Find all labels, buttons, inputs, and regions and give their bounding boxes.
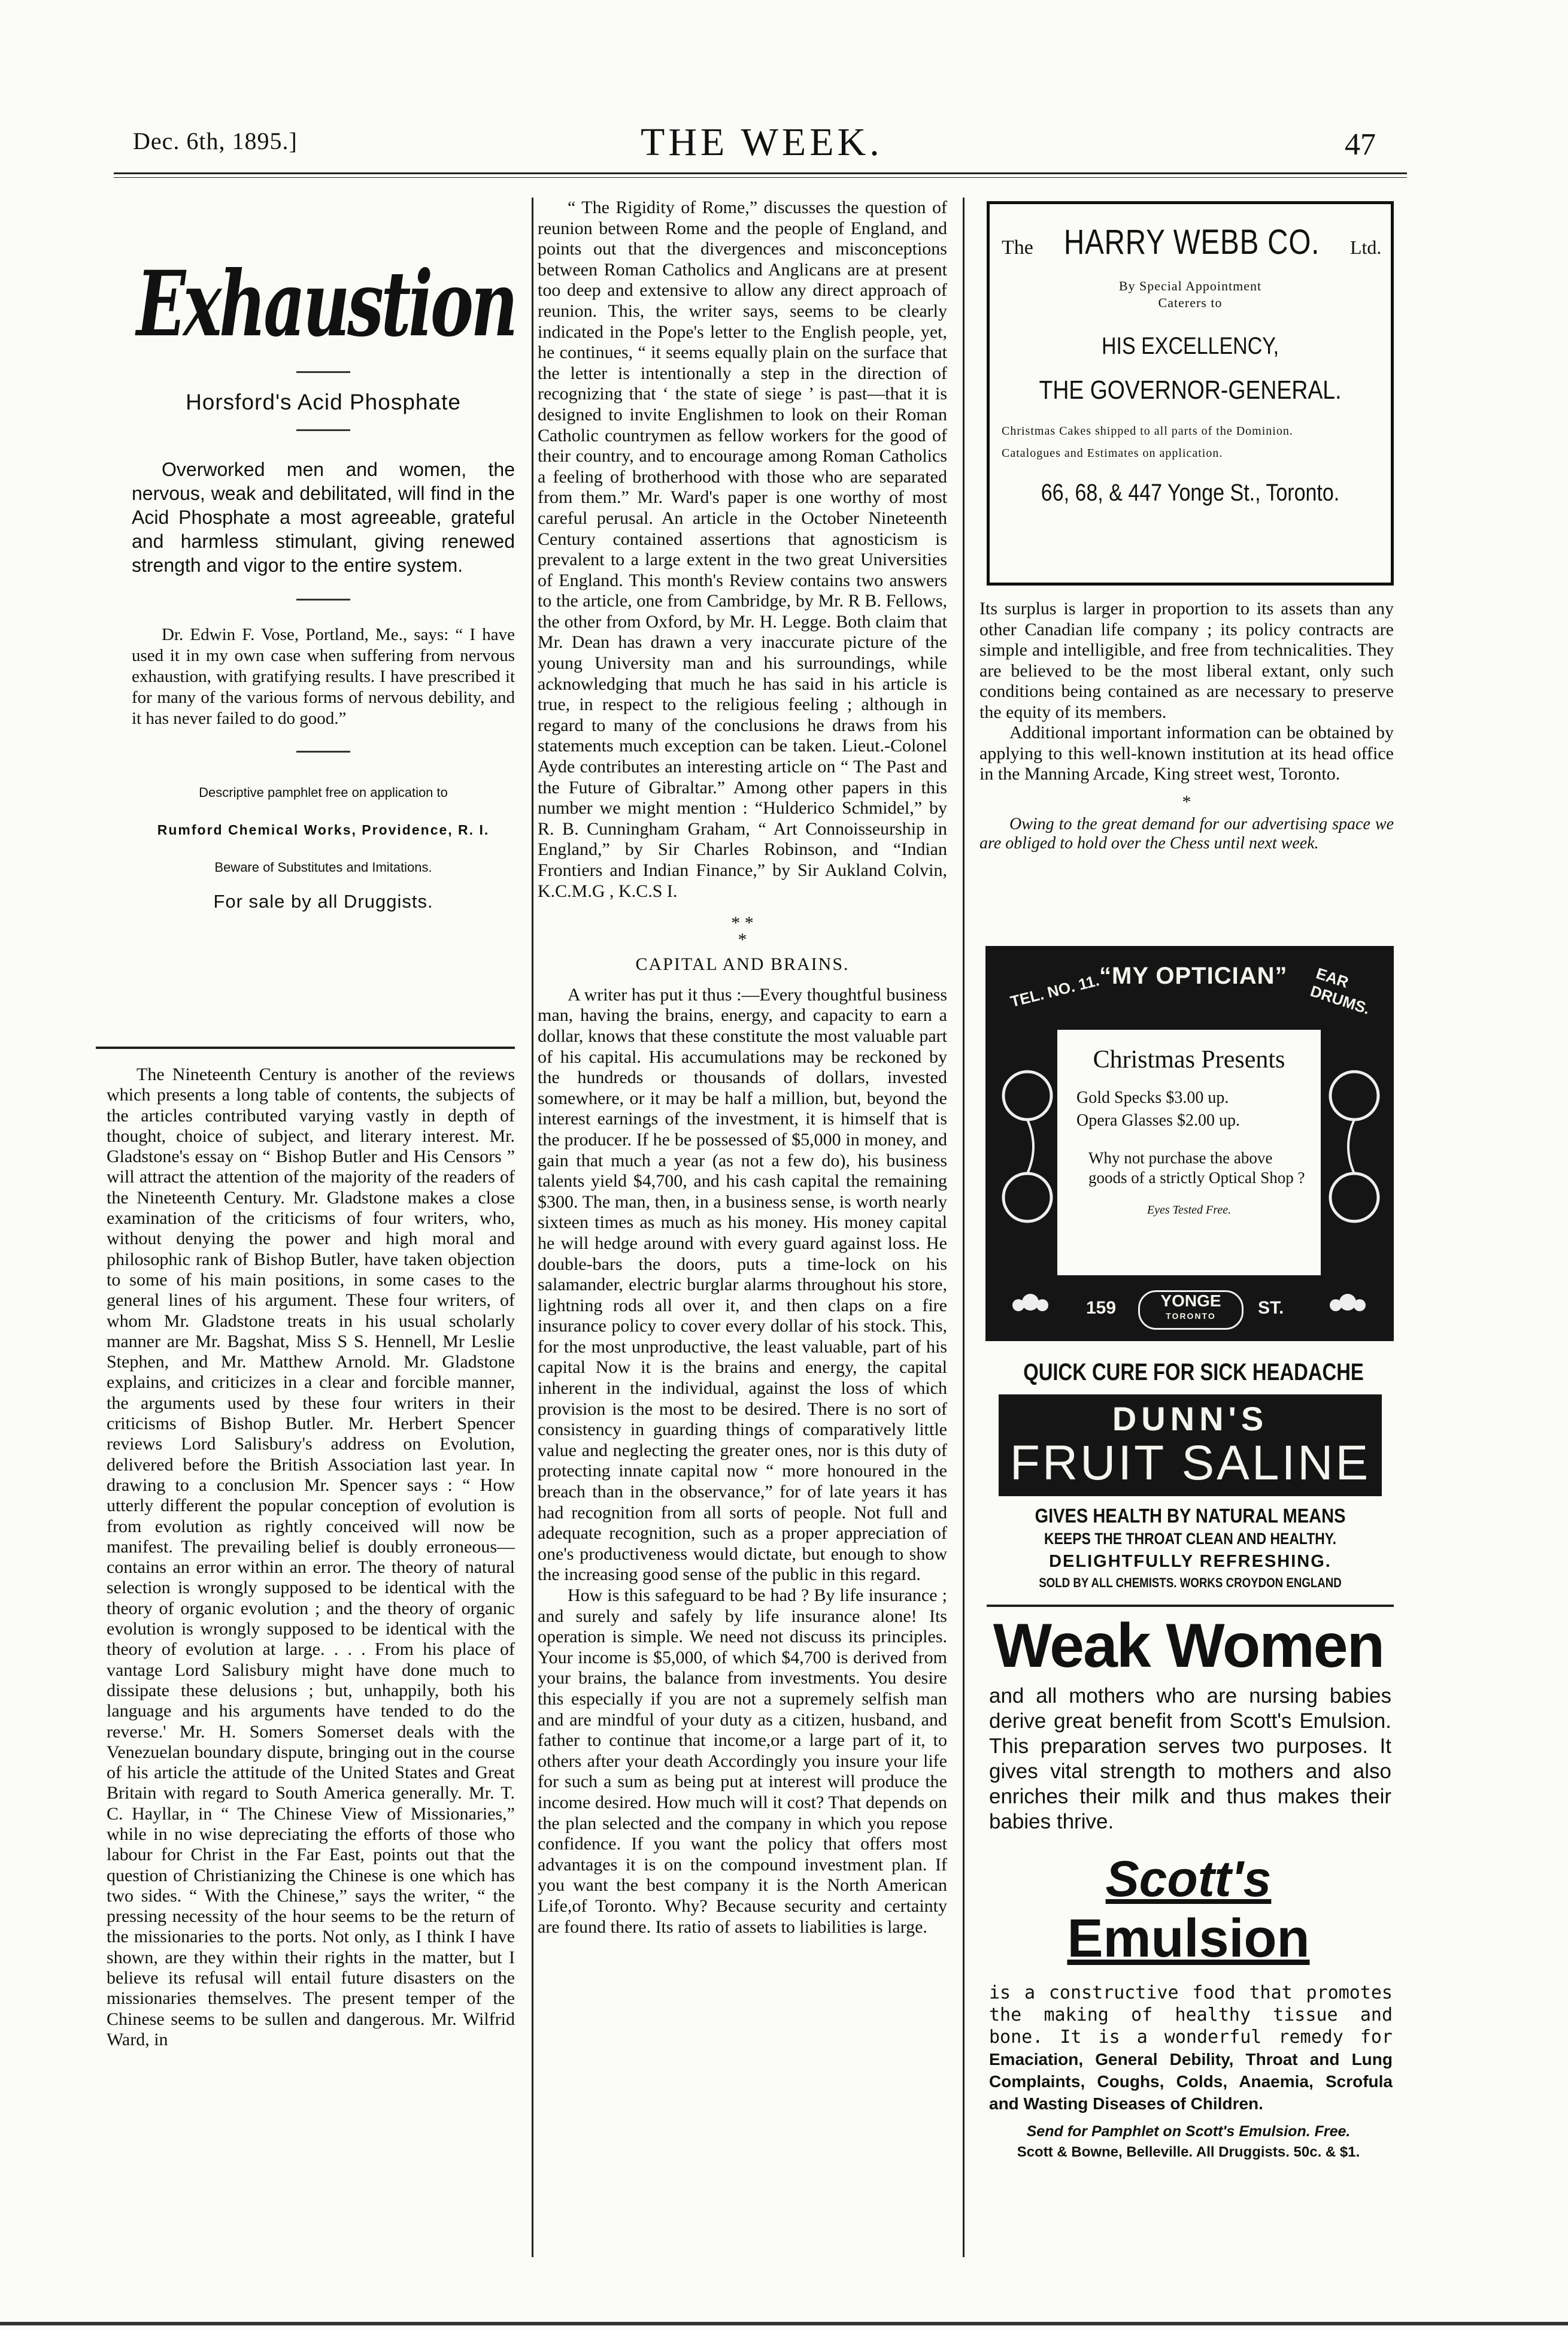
gold-specks: Gold Specks $3.00 up. xyxy=(1076,1088,1229,1107)
header-rule xyxy=(114,172,1407,174)
flower-icon xyxy=(1003,1281,1057,1329)
article-paragraph: Its surplus is larger in proportion to its assets than any other Canadian life company ; its policy contracts are simple and intelligible, and free from technicalities. They are believed to be the most liberal extant, only such conditions being contained as are necessary to preserve the equity of its members. xyxy=(979,599,1394,722)
desc-bold: Emaciation, General Debility, Throat and Lung Complaints, Coughs, Colds, Anaemia, Scrofula and Wasting Diseases of Children. xyxy=(989,2050,1393,2113)
scotts-body: and all mothers who are nursing babies derive great benefit from Scott's Emulsion. This preparation serves two purposes. It gives vital strength to mothers and also enriches their milk and thus makes their babies thrive. xyxy=(989,1684,1391,1833)
eyes-tested: Eyes Tested Free. xyxy=(1147,1203,1232,1217)
scotts-footer: Scott & Bowne, Belleville. All Druggists. 50c. & $1. xyxy=(1017,2144,1360,2160)
tel-label: TEL. NO. 11. xyxy=(1008,971,1101,1011)
governor-general: THE GOVERNOR-GENERAL. xyxy=(1039,375,1342,405)
health-line: GIVES HEALTH BY NATURAL MEANS xyxy=(1035,1505,1346,1527)
company-name: Rumford Chemical Works, Providence, R. I. xyxy=(157,822,490,838)
desc-text: is a constructive food that promotes the making of healthy tissue and bone. It is a wonderful remedy for xyxy=(989,1982,1393,2048)
scotts-description xyxy=(989,1982,1393,2115)
product-name: Horsford's Acid Phosphate xyxy=(186,390,461,414)
yonge-label: YONGE xyxy=(1160,1291,1221,1310)
fruit-saline: FRUIT SALINE xyxy=(1009,1436,1371,1490)
article-left-column xyxy=(107,1065,515,2050)
divider xyxy=(296,371,350,373)
pamphlet-note: Send for Pamphlet on Scott's Emulsion. Free. xyxy=(1026,2123,1351,2140)
street-number: 159 xyxy=(1086,1298,1117,1318)
column-divider-left xyxy=(532,198,533,2257)
name-prefix: The xyxy=(1002,236,1033,259)
column-divider-right xyxy=(963,198,965,2257)
article-middle-column xyxy=(538,198,947,1937)
article-paragraph: “ The Rigidity of Rome,” discusses the question of reunion between Rome and the people of England, and points out that the divergences and misconceptions between Roman Catholics and Anglicans are at present too deep and extensive to allow any direct approach of reunion. This, the writer says, seems to be clearly indicated in the Pope's letter to the English people, yet, he continues, “ it seems equally plain on the surface that the letter is intentionally a step in the direction of recognizing that ‘ the state of siege ’ is past—that it is designed to invite Englishmen to look on their Roman Catholic countrymen as fellow workers for the good of their country, and to encourage among Roman Catholics a feeling of brotherhood with those who are separated from them.” Mr. Ward's paper is one worthy of most careful perusal. An article in the October Nineteenth Century contained assertions that agnosticism is prevalent to a large extent in the two great Universities of England. This month's Review contains two answers to the article, one from Cambridge, by Mr. R B. Fellows, the other from Oxford, by Mr. H. Legge. Both claim that Mr. Dean has drawn a very inaccurate picture of the young University man and his surroundings, while acknowledging that much he has said in his article is true, in respect to the religious feeling ; although in regard to many of the conclusions he draws from his statements much exception can be taken. Lieut.-Colonel Ayde contributes an interesting article on “ The Past and the Future of Gibraltar.” Among other papers in this number we might mention : “Hulderico Schmidel,” by R. B. Cunningham Graham, “ Art Connoisseurship in England,” by Sir Charles Robinson, and “Indian Frontiers and Indian Finance,” by Sir Aukland Colvin, K.C.M.G , K.C.S I. xyxy=(538,198,947,901)
divider xyxy=(296,599,350,601)
scotts-ad xyxy=(982,1611,1395,2245)
headache-line: QUICK CURE FOR SICK HEADACHE xyxy=(1023,1359,1364,1385)
ear-drums-label: EAR DRUMS. xyxy=(1308,964,1372,1018)
appointment: By Special Appointment Caterers to xyxy=(1118,278,1262,310)
brand-scotts: Scott's xyxy=(1105,1851,1272,1907)
ad-bottom-rule xyxy=(96,1047,515,1049)
section-title: CAPITAL AND BRAINS. xyxy=(635,954,850,975)
throat-line: KEEPS THE THROAT CLEAN AND HEALTHY. xyxy=(1044,1530,1336,1548)
opera-glasses: Opera Glasses $2.00 up. xyxy=(1076,1111,1240,1130)
section-paragraph: How is this safeguard to be had ? By life insurance ; and surely and safely by life insurance alone! Its operation is simple. We need not discuss its principles. Your income is $5,000, of which $4,700 is derived from your brains, the balance from investments. You desire this especially if you are not a supremely selfish man and are mindful of your duty as a citizen, husband, and father to continue that income,or a large part of it, to others after your death Accordingly you insure your life for such a sum as being put at interest will produce the income desired. How much will it cost? That depends on the plan selected and the company in which you repose confidence. If you want the policy that offers most advantages it is on the compound investment plan. If you want the best company it is the North American Life,of Toronto. Why? Because security and certainty are found there. Its ratio of assets to liabilities is large. xyxy=(538,1585,947,1937)
divider xyxy=(296,429,350,431)
testimonial: Dr. Edwin F. Vose, Portland, Me., says: “ I have used it in my own case when suffering from nervous exhaustion, with gratifying results. I have prescribed it for many of the various forms of nervous debility, and it has never failed to do good.” xyxy=(132,625,515,728)
name-suffix: Ltd. xyxy=(1349,236,1382,258)
brand-emulsion: Emulsion xyxy=(1067,1909,1310,1969)
harry-webb-ad xyxy=(987,201,1394,586)
ad-body: Overworked men and women, the nervous, weak and debilitated, will find in the Acid Phosphate a most agreeable, grateful and harmless stimulant, giving renewed strength and vigor to the entire system. xyxy=(132,459,515,576)
company-title xyxy=(1002,222,1382,262)
header-rule-thin xyxy=(114,177,1407,178)
section-separator: * * * xyxy=(731,913,754,950)
brand-label: “MY OPTICIAN” xyxy=(1099,963,1288,989)
article-right-column xyxy=(979,599,1394,853)
page-number: 47 xyxy=(1345,128,1376,162)
sold-line: SOLD BY ALL CHEMISTS. WORKS CROYDON ENGLAND xyxy=(1039,1575,1342,1590)
ad-headline: Exhaustion xyxy=(137,251,515,357)
refreshing-line: DELIGHTFULLY REFRESHING. xyxy=(1049,1552,1332,1571)
section-paragraph: A writer has put it thus :—Every thoughtful business man, having the brains, energy, and capacity to earn a dollar, knows that these constitute the most valuable part of his capital. His accumulations may be reckoned by the hundreds or thousands of dollars, invested somewhere, or it may be half a million, but, beyond the interest earnings of the investment, it is himself that is the producer. If he be possessed of $5,000 in money, and gain that much a year (as not a few do), his business talents yield $4,700, and his cash capital the remaining $300. The man, then, in a business sense, is worth nearly sixteen times as much as his money. His money capital he will hedge around with every guard against loss. He double-bars the doors, puts a time-lock on his salamander, electric burglar alarms throughout his store, lightning rods all over it, and then claps on a fire insurance policy to cover every dollar of his stock. This, for the most unproductive, the least valuable, part of his capital Now it is the brains and energy, the capital inherent in the individual, against the loss of which provision is the most to be desired. There is no sort of consistency in guarding things of comparatively little value and neglecting the greater ones, nor is this duty of protecting innate capital now “ more honoured in the breach than in the observance,” for of late years it has had recognition from all sorts of people. Not full and adequate recognition, such as a proper appreciation of one's productiveness would dictate, but enough to show the increasing good sense of the public in this regard. xyxy=(538,984,947,1585)
st-label: ST. xyxy=(1258,1298,1284,1318)
star-separator: * xyxy=(1182,792,1191,812)
issue-date: Dec. 6th, 1895.] xyxy=(133,128,298,154)
sale-note: For sale by all Druggists. xyxy=(213,891,433,912)
dunns-brand-panel xyxy=(999,1394,1382,1496)
yonge-badge xyxy=(1138,1290,1244,1330)
pitch: Why not purchase the above goods of a strictly Optical Shop ? xyxy=(1088,1149,1305,1187)
spectacles-icon xyxy=(991,1042,1063,1269)
article-paragraph: Additional important information can be obtained by applying to this well-known institution at its head office in the Manning Arcade, King street west, Toronto. xyxy=(979,723,1394,784)
bottom-edge xyxy=(0,2322,1568,2325)
optician-ad xyxy=(985,946,1394,1341)
dunns-brand: DUNN'S xyxy=(1112,1400,1269,1438)
newspaper-title: THE WEEK. xyxy=(641,120,883,164)
catalogues-note: Catalogues and Estimates on application. xyxy=(1002,447,1223,460)
weak-women-headline: Weak Women xyxy=(993,1611,1384,1681)
chess-notice: Owing to the great demand for our advertising space we are obliged to hold over the Chess until next week. xyxy=(979,815,1394,853)
flower-icon xyxy=(1321,1281,1375,1329)
divider xyxy=(296,751,350,753)
article-paragraph: The Nineteenth Century is another of the reviews which presents a long table of contents, the subjects of the articles contributed varying vastly in depth of thought, choice of subject, and literary interest. Mr. Gladstone's essay on “ Bishop Butler and His Censors ” will attract the attention of the majority of the readers of the Nineteenth Century. Mr. Gladstone makes a close examination of the criticisms of four writers, who, without denying the power and high moral and philosophic rank of Bishop Butler, have taken objection to some of his main positions, in some cases to the general lines of his argument. These four writers, of whom Mr. Gladstone treats in his usual scholarly manner are Mr. Bagshat, Miss S S. Hennell, Mr Leslie Stephen, and Mr. Matthew Arnold. Mr. Gladstone explains, and criticizes in a clear and forcible manner, the arguments used by these four writers in their criticisms of Bishop Butler. Mr. Herbert Spencer reviews Lord Salisbury's address on Evolution, delivered before the British Association last year. In drawing to a conclusion Mr. Spencer says : “ How utterly different the popular conception of evolution is from evolution as rightly conceived will now be manifest. The prevailing belief is doubly erroneous—contains an error within an error. The theory of natural selection is wrongly supposed to be identical with the theory of organic evolution ; and the theory of organic evolution is wrongly supposed to be identical with the theory of evolution at large. . . . From his place of vantage Lord Salisbury might have done much to dissipate these delusions ; but, unhappily, both his language and his arguments have tended to do the reverse.' Mr. H. Somers Somerset deals with the Venezuelan boundary dispute, bringing out in the course of his article the attitude of the United States and Great Britain with regard to South America generally. Mr. T. C. Hayllar, in “ The Chinese View of Missionaries,” while in no wise depreciating the efforts of those who labour for Christ in the Far East, points out that the question of Christianizing the Chinese is one which has two sides. “ With the Chinese,” says the writer, “ the pressing necessity of the hour seems to be the return of the missionaries to the ports. Not only, as I think I have shown, are they within their rights in the matter, but I believe its refusal will entail future disasters on the missionaries themselves. The present temper of the Chinese seems to be sullen and dangerous. Mr. Wilfrid Ward, in xyxy=(107,1065,515,2049)
optician-panel xyxy=(1057,1030,1321,1275)
toronto-label: TORONTO xyxy=(1166,1311,1216,1321)
name-main: HARRY WEBB CO. xyxy=(1063,223,1320,262)
panel-heading: Christmas Presents xyxy=(1093,1046,1285,1073)
address: 66, 68, & 447 Yonge St., Toronto. xyxy=(1041,480,1340,506)
ad-rule xyxy=(987,1605,1394,1607)
cakes-note: Christmas Cakes shipped to all parts of the Dominion. xyxy=(1002,424,1293,438)
dunns-ad xyxy=(987,1359,1394,1593)
pamphlet-note: Descriptive pamphlet free on application to xyxy=(199,785,448,800)
spectacles-icon xyxy=(1318,1042,1390,1269)
his-excellency: HIS EXCELLENCY, xyxy=(1101,333,1279,359)
beware-note: Beware of Substitutes and Imitations. xyxy=(214,860,432,875)
horsford-ad xyxy=(132,251,515,1030)
